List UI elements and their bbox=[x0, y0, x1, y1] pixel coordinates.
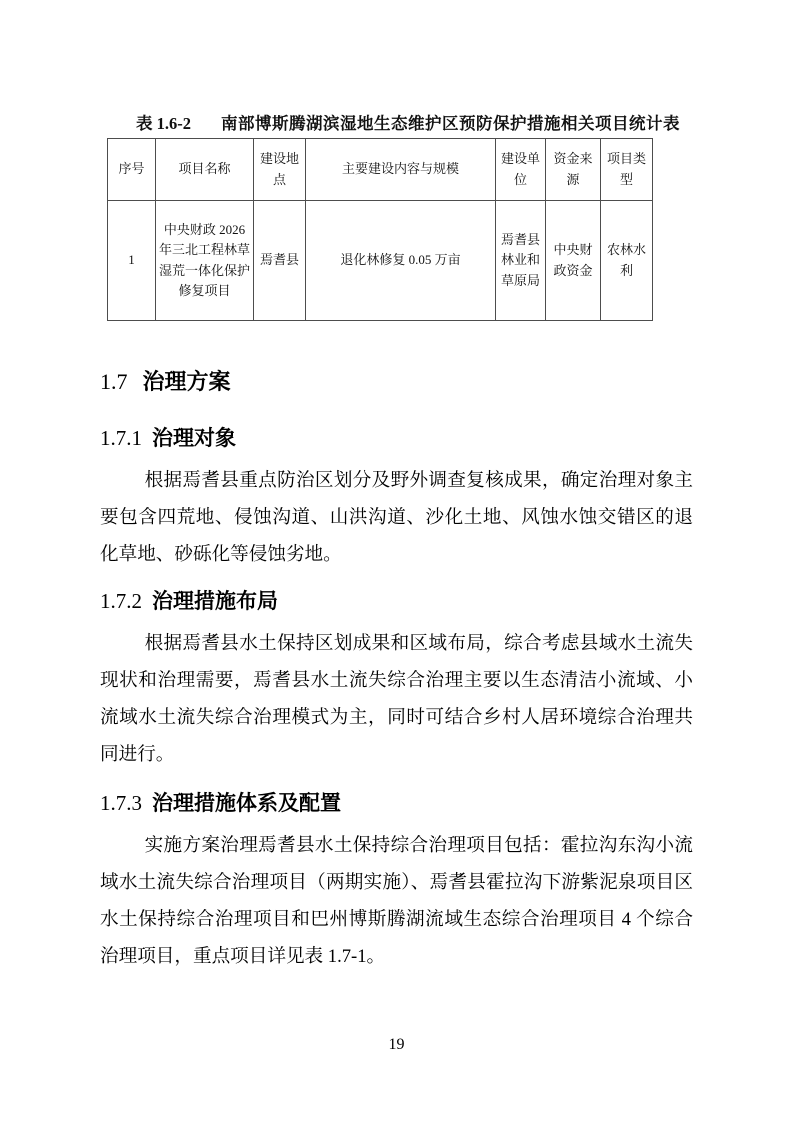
cell-funding-source: 中央财政资金 bbox=[546, 201, 601, 321]
table-caption-title: 南部博斯腾湖滨湿地生态维护区预防保护措施相关项目统计表 bbox=[221, 114, 680, 133]
heading-number: 1.7 bbox=[100, 369, 128, 394]
cell-project-type: 农林水利 bbox=[601, 201, 653, 321]
paragraph-measure-system: 实施方案治理焉耆县水土保持综合治理项目包括：霍拉沟东沟小流域水土流失综合治理项目（两期实施）、焉耆县霍拉沟下游紫泥泉项目区水土保持综合治理项目和巴州博斯腾湖流域生态综合治理项目 4 个综合治理项目，重点项目详见表 1.7-1。 bbox=[100, 835, 693, 967]
cell-seq-no: 1 bbox=[108, 201, 156, 321]
page-number: 19 bbox=[388, 1036, 405, 1053]
section-heading-1-7-2 bbox=[100, 587, 693, 616]
heading-title: 治理方案 bbox=[142, 369, 231, 394]
header-cell-content-scale: 主要建设内容与规模 bbox=[306, 139, 496, 201]
table-header-row bbox=[108, 139, 653, 201]
cell-project-name: 中央财政 2026 年三北工程林草湿荒一体化保护修复项目 bbox=[156, 201, 254, 321]
table-caption bbox=[100, 112, 693, 136]
projects-statistics-table bbox=[107, 138, 653, 321]
section-heading-1-7-3 bbox=[100, 789, 693, 818]
heading-title: 治理措施布局 bbox=[152, 590, 278, 613]
header-cell-seq-no: 序号 bbox=[108, 139, 156, 201]
header-cell-construction-unit: 建设单位 bbox=[496, 139, 546, 201]
heading-number: 1.7.1 bbox=[100, 426, 142, 450]
cell-location: 焉耆县 bbox=[254, 201, 306, 321]
heading-number: 1.7.3 bbox=[100, 791, 142, 815]
paragraph-treatment-targets: 根据焉耆县重点防治区划分及野外调查复核成果，确定治理对象主要包含四荒地、侵蚀沟道、山洪沟道、沙化土地、风蚀水蚀交错区的退化草地、砂砾化等侵蚀劣地。 bbox=[100, 470, 693, 565]
header-cell-funding-source: 资金来源 bbox=[546, 139, 601, 201]
section-heading-1-7-1 bbox=[100, 424, 693, 453]
section-heading-1-7 bbox=[100, 367, 693, 397]
heading-title: 治理对象 bbox=[152, 427, 236, 450]
heading-title: 治理措施体系及配置 bbox=[152, 792, 341, 815]
header-cell-project-name: 项目名称 bbox=[156, 139, 254, 201]
cell-construction-unit: 焉耆县林业和草原局 bbox=[496, 201, 546, 321]
header-cell-location: 建设地点 bbox=[254, 139, 306, 201]
table-caption-label: 表 1.6-2 bbox=[136, 114, 191, 133]
cell-content-scale: 退化林修复 0.05 万亩 bbox=[306, 201, 496, 321]
heading-number: 1.7.2 bbox=[100, 589, 142, 613]
header-cell-project-type: 项目类型 bbox=[601, 139, 653, 201]
table-row bbox=[108, 201, 653, 321]
paragraph-measure-layout: 根据焉耆县水土保持区划成果和区域布局，综合考虑县域水土流失现状和治理需要，焉耆县水土流失综合治理主要以生态清洁小流域、小流域水土流失综合治理模式为主，同时可结合乡村人居环境综合治理共同进行。 bbox=[100, 633, 693, 765]
page-content bbox=[0, 112, 793, 975]
